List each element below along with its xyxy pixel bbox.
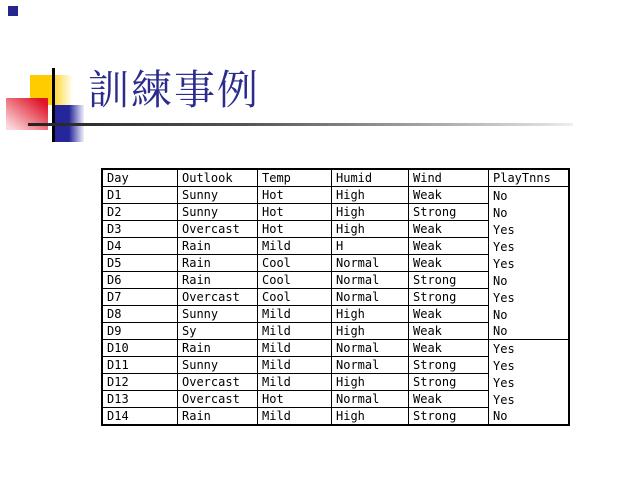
table-cell: No	[493, 273, 508, 288]
table-cell: D6	[103, 272, 178, 289]
table-cell: Cool	[258, 255, 332, 272]
table-cell: No	[493, 205, 508, 220]
table-row	[103, 204, 568, 221]
table-row	[103, 357, 568, 374]
table-cell: Strong	[409, 357, 489, 374]
table-row	[103, 272, 568, 289]
table-cell: Yes	[493, 358, 515, 373]
table-cell: Weak	[409, 221, 489, 238]
table-cell: Weak	[409, 340, 489, 357]
table-cell: Rain	[178, 255, 258, 272]
table-cell: D12	[103, 374, 178, 391]
table-cell: Rain	[178, 408, 258, 424]
table-cell: Normal	[332, 357, 409, 374]
table-cell: Overcast	[178, 391, 258, 408]
table-cell: Overcast	[178, 374, 258, 391]
table-cell: Sunny	[178, 306, 258, 323]
table-cell: Mild	[258, 374, 332, 391]
table-body	[103, 187, 568, 424]
vertical-crosshair-line	[52, 68, 55, 142]
column-header: Temp	[258, 170, 332, 187]
table-cell: Hot	[258, 204, 332, 221]
table-cell: Hot	[258, 221, 332, 238]
table-cell: Strong	[409, 408, 489, 424]
table-cell: Weak	[409, 306, 489, 323]
table-cell: D1	[103, 187, 178, 204]
table-cell: Yes	[493, 222, 515, 237]
table-cell: Sunny	[178, 204, 258, 221]
table-cell: Mild	[258, 323, 332, 340]
table-cell: Normal	[332, 255, 409, 272]
table-cell: Weak	[409, 323, 489, 340]
column-header: Day	[103, 170, 178, 187]
table-cell: Mild	[258, 408, 332, 424]
table-cell: Cool	[258, 272, 332, 289]
table-cell: Normal	[332, 272, 409, 289]
table-cell: Mild	[258, 357, 332, 374]
table-cell: Normal	[332, 340, 409, 357]
table-cell: Mild	[258, 306, 332, 323]
table-cell: No	[493, 307, 508, 322]
table-cell: No	[493, 188, 508, 203]
table-cell: D11	[103, 357, 178, 374]
table-cell: Rain	[178, 238, 258, 255]
table-cell: High	[332, 306, 409, 323]
table-cell: Sy	[178, 323, 258, 340]
table-cell: D9	[103, 323, 178, 340]
table-cell: Sunny	[178, 187, 258, 204]
table-cell: Mild	[258, 340, 332, 357]
table-row	[103, 221, 568, 238]
table-cell: D5	[103, 255, 178, 272]
column-header: Outlook	[178, 170, 258, 187]
slide-title: 訓練事例	[88, 67, 260, 113]
table-cell: Yes	[493, 375, 515, 390]
table-cell: High	[332, 187, 409, 204]
table-row	[103, 238, 568, 255]
table-cell: High	[332, 408, 409, 424]
table-cell: Hot	[258, 391, 332, 408]
table-row	[103, 187, 568, 204]
title-underline	[28, 123, 573, 126]
table-cell: Overcast	[178, 289, 258, 306]
table-cell: Yes	[493, 341, 515, 356]
table-row	[103, 391, 568, 408]
table-cell: High	[332, 221, 409, 238]
table-cell: Overcast	[178, 221, 258, 238]
table-cell: D13	[103, 391, 178, 408]
table-row	[103, 323, 568, 340]
column-header: Humid	[332, 170, 409, 187]
table-cell: High	[332, 204, 409, 221]
table-row	[103, 289, 568, 306]
table-row	[103, 306, 568, 323]
table-cell: D14	[103, 408, 178, 424]
table-cell: Strong	[409, 289, 489, 306]
column-header: Wind	[409, 170, 489, 187]
table-cell: Rain	[178, 272, 258, 289]
table-cell: Normal	[332, 289, 409, 306]
table-cell: Weak	[409, 187, 489, 204]
table-cell: Sunny	[178, 357, 258, 374]
corner-bullet-square	[8, 6, 18, 16]
table-row	[103, 255, 568, 272]
table-cell: Mild	[258, 238, 332, 255]
table-cell: Weak	[409, 255, 489, 272]
table-cell: Strong	[409, 374, 489, 391]
table-row	[103, 408, 568, 424]
table-cell: Weak	[409, 391, 489, 408]
table-cell: No	[489, 323, 568, 340]
table-cell: Weak	[409, 238, 489, 255]
table-cell: No	[493, 409, 508, 423]
table-row	[103, 340, 568, 357]
table-cell: Strong	[409, 272, 489, 289]
table-row	[103, 374, 568, 391]
table-cell: Rain	[178, 340, 258, 357]
table-cell: D2	[103, 204, 178, 221]
table-cell: High	[332, 323, 409, 340]
table-cell: D4	[103, 238, 178, 255]
table-cell: H	[332, 238, 409, 255]
table-cell: High	[332, 374, 409, 391]
table-cell: Normal	[332, 391, 409, 408]
table-cell: Yes	[493, 256, 515, 271]
table-cell: Cool	[258, 289, 332, 306]
table-cell: Yes	[493, 290, 515, 305]
table-cell: Yes	[493, 392, 515, 407]
table-cell: Hot	[258, 187, 332, 204]
table-header-row	[103, 170, 568, 187]
column-header: PlayTnns	[489, 170, 568, 187]
table-cell: D10	[103, 340, 178, 357]
table-cell: D7	[103, 289, 178, 306]
table-cell: Strong	[409, 204, 489, 221]
training-examples-table	[101, 168, 570, 426]
table-cell: Yes	[493, 239, 515, 254]
table-cell: D3	[103, 221, 178, 238]
table-cell: D8	[103, 306, 178, 323]
